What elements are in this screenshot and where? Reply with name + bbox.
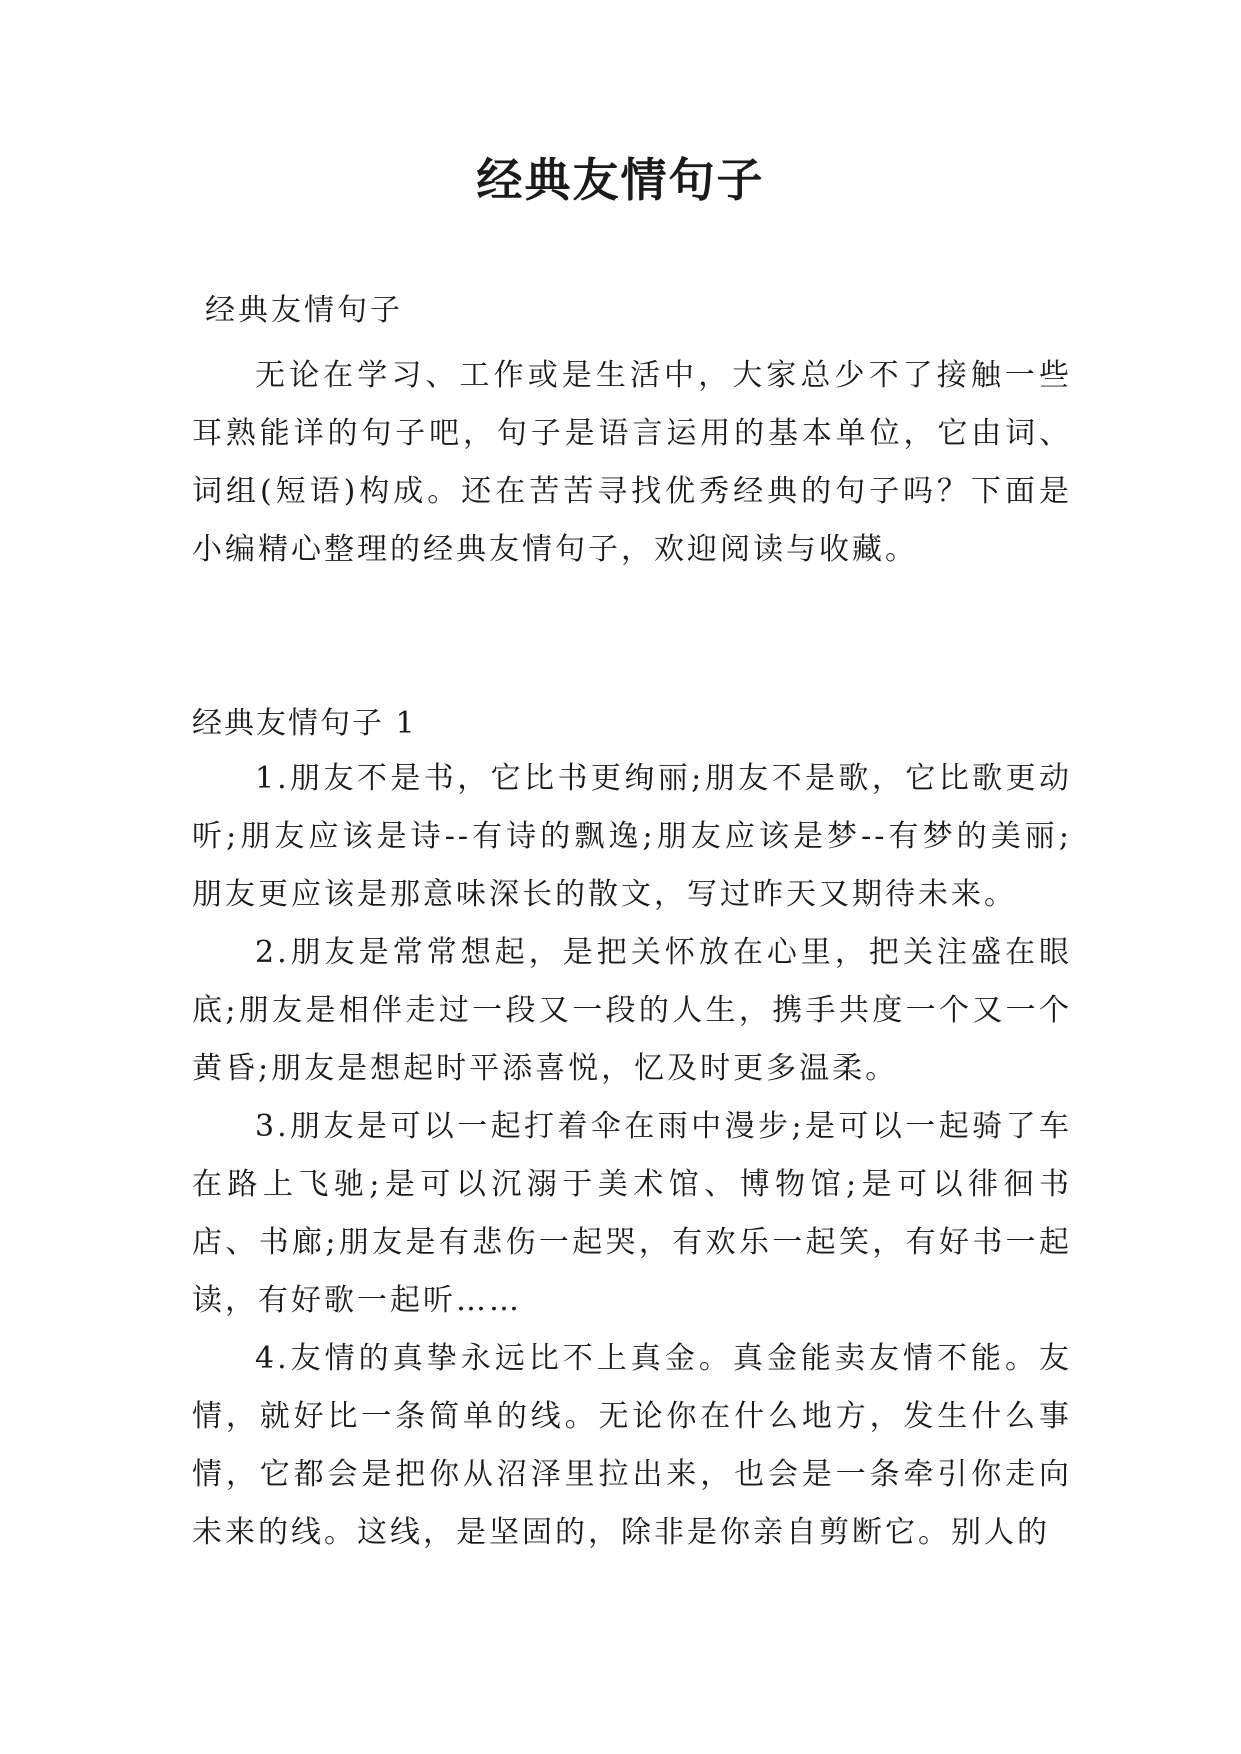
list-item: 2.朋友是常常想起，是把关怀放在心里，把关注盛在眼底;朋友是相伴走过一段又一段的人生，携手共度一个又一个黄昏;朋友是想起时平添喜悦，忆及时更多温柔。	[192, 935, 1072, 1086]
document-subtitle: 经典友情句子	[205, 293, 403, 328]
list-item: 4.友情的真挚永远比不上真金。真金能卖友情不能。友情，就好比一条简单的线。无论你在什么地方，发生什么事情，它都会是把你从沼泽里拉出来，也会是一条牵引你走向未来的线。这线，是坚固的，除非是你亲自剪断它。别人的	[192, 1341, 1072, 1550]
sentence-list	[192, 750, 1072, 1562]
list-item: 3.朋友是可以一起打着伞在雨中漫步;是可以一起骑了车在路上飞驰;是可以沉溺于美术馆、博物馆;是可以徘徊书店、书廊;朋友是有悲伤一起哭，有欢乐一起笑，有好书一起读，有好歌一起听……	[192, 1109, 1072, 1318]
document-title: 经典友情句子	[476, 153, 765, 207]
list-item: 1.朋友不是书，它比书更绚丽;朋友不是歌，它比歌更动听;朋友应该是诗--有诗的飘逸;朋友应该是梦--有梦的美丽;朋友更应该是那意味深长的散文，写过昨天又期待未来。	[192, 761, 1072, 912]
intro-paragraph: 无论在学习、工作或是生活中，大家总少不了接触一些耳熟能详的句子吧，句子是语言运用的基本单位，它由词、词组(短语)构成。还在苦苦寻找优秀经典的句子吗？下面是小编精心整理的经典友情句子，欢迎阅读与收藏。	[192, 358, 1072, 567]
section-heading: 经典友情句子 1	[192, 706, 417, 741]
intro-block	[192, 347, 1072, 579]
